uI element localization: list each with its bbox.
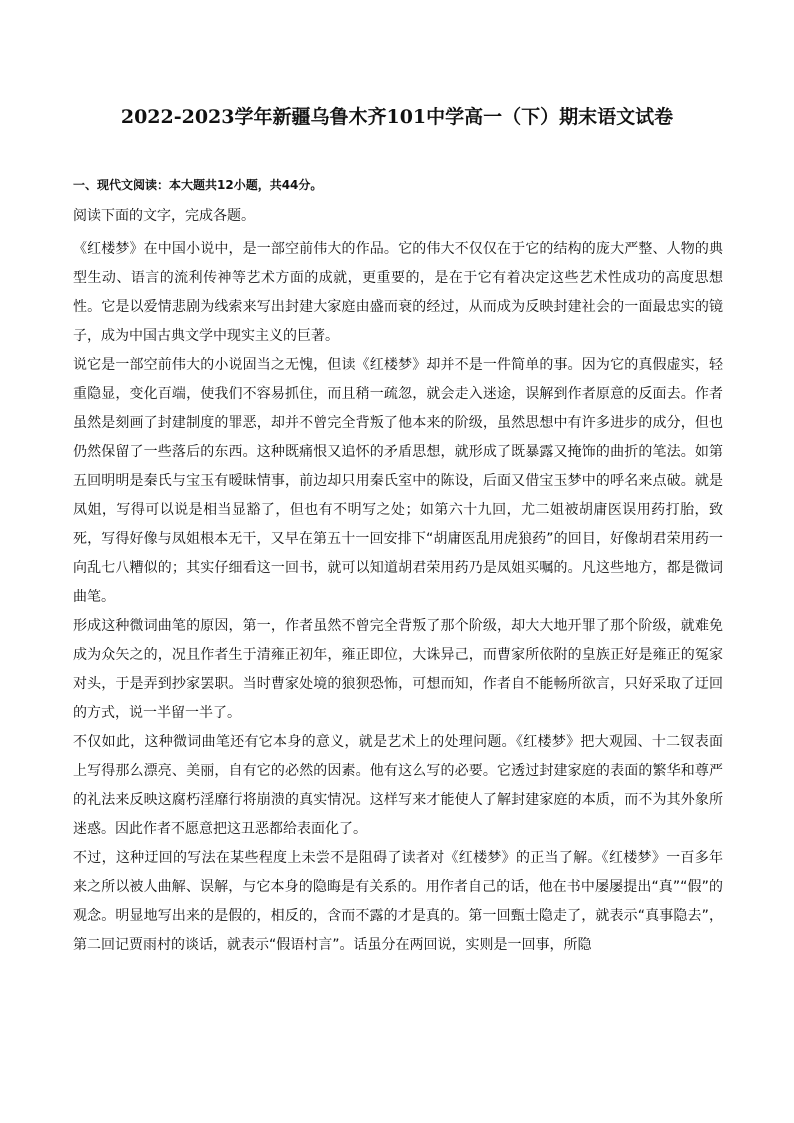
reading-passage — [73, 235, 723, 960]
passage-paragraph-3: 形成这种微词曲笔的原因，第一，作者虽然不曾完全背叛了那个阶级，却大大地开罪了那个阶级，就难免成为众矢之的，况且作者生于清雍正初年，雍正即位，大诛异己，而曹家所依附的皇族正好是雍正的冤家对头，于是弄到抄家罢职。当时曹家处境的狼狈恐怖，可想而知，作者自不能畅所欲言，只好采取了迂回的方式，说一半留一半了。 — [73, 618, 723, 721]
passage-paragraph-2: 说它是一部空前伟大的小说固当之无愧，但读《红楼梦》却并不是一件简单的事。因为它的真假虚实，轻重隐显，变化百端，使我们不容易抓住，而且稍一疏忽，就会走入迷途，误解到作者原意的反面去。作者虽然是刻画了封建制度的罪恶，却并不曾完全背叛了他本来的阶级，虽然思想中有许多进步的成分，但也仍然保留了一些落后的东西。这种既痛恨又追怀的矛盾思想，就形成了既暴露又掩饰的曲折的笔法。如第五回明明是秦氏与宝玉有暧昧情事，前边却只用秦氏室中的陈设，后面又借宝玉梦中的呼名来点破。就是凤姐，写得可以说是相当显豁了，但也有不明写之处；如第六十九回，尤二姐被胡庸医误用药打胎，致死，写得好像与凤姐根本无干，又早在第五十一回安排下“胡庸医乱用虎狼药”的回目，好像胡君荣用药一向乱七八糟似的；其实仔细看这一回书，就可以知道胡君荣用药乃是凤姐买嘱的。凡这些地方，都是微词曲笔。 — [73, 357, 723, 605]
reading-instruction: 阅读下面的文字，完成各题。 — [73, 208, 255, 224]
exam-title: 2022-2023学年新疆乌鲁木齐101中学高一（下）期末语文试卷 — [120, 106, 674, 128]
passage-paragraph-1: 《红楼梦》在中国小说中，是一部空前伟大的作品。它的伟大不仅仅在于它的结构的庞大严整、人物的典型生动、语言的流利传神等艺术方面的成就，更重要的，是在于它有着决定这些艺术性成功的高度思想性。它是以爱情悲剧为线索来写出封建大家庭由盛而衰的经过，从而成为反映封建社会的一面最忠实的镜子，成为中国古典文学中现实主义的巨著。 — [73, 241, 723, 344]
section-heading: 一、现代文阅读：本大题共12小题，共44分。 — [73, 178, 323, 192]
passage-paragraph-5: 不过，这种迂回的写法在某些程度上未尝不是阻碍了读者对《红楼梦》的正当了解。《红楼梦》一百多年来之所以被人曲解、误解，与它本身的隐晦是有关系的。用作者自己的话，他在书中屡屡提出“真”“假”的观念。明显地写出来的是假的，相反的，含而不露的才是真的。第一回甄士隐走了，就表示“真事隐去”，第二回记贾雨村的谈话，就表示“假语村言”。话虽分在两回说，实则是一回事，所隐 — [73, 850, 723, 953]
passage-paragraph-4: 不仅如此，这种微词曲笔还有它本身的意义，就是艺术上的处理问题。《红楼梦》把大观园、十二钗表面上写得那么漂亮、美丽，自有它的必然的因素。他有这么写的必要。它透过封建家庭的表面的繁华和尊严的礼法来反映这腐朽淫靡行将崩溃的真实情况。这样写来才能使人了解封建家庭的本质，而不为其外象所迷惑。因此作者不愿意把这丑恶都给表面化了。 — [73, 734, 723, 837]
